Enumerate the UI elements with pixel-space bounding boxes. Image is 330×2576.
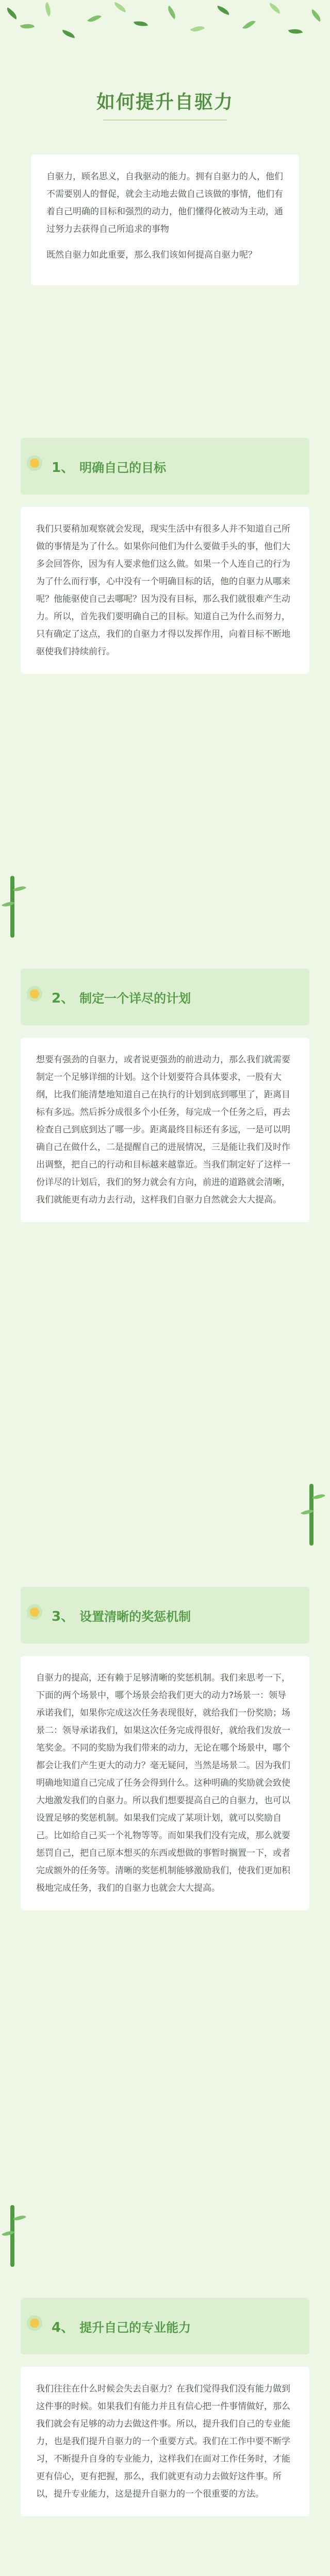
leaf-icon <box>87 12 102 25</box>
section-number: 4、 <box>52 2319 75 2335</box>
leaf-icon <box>165 6 179 20</box>
section-2 <box>21 969 309 1222</box>
leaf-icon <box>309 9 323 22</box>
flower-icon <box>30 459 39 468</box>
leaf-icon <box>216 6 230 15</box>
leaf-icon <box>242 18 256 32</box>
plant-stem-icon <box>10 2205 14 2267</box>
leaf-icon <box>5 7 20 19</box>
intro-paragraph: 自驱力，顾名思义，自我驱动的能力。拥有自驱力的人，他们不需要别人的督促，就会主动地去做自己该做的事情，他们有着自己明确的目标和强烈的动力，他们懂得化被动为主动，通过努力去获得自己所追求的事物 <box>46 172 283 234</box>
leaf-icon <box>61 30 76 38</box>
leaf-icon <box>268 3 283 14</box>
section-header <box>21 2298 309 2354</box>
section-body: 想要有强劲的自驱力，或者说更强劲的前进动力，那么我们就需要制定一个足够详细的计划。这个计划要符合具体要求，一股有大纲，比我们能清楚地知道自己在执行的计划到底到哪里了，距离目标有多远。然后拆分成很多个小任务，每完成一个任务之后，再去检查自己到底到达了哪一步。距离最终目标还有多远，一是可以明确自己在做什么，二是提醒自己的进展情况，三是能让我们及时作出调整，把自己的行动和目标越来越靠近。当我们制定好了这样一份详尽的计划后，我们的努力就会有方向，前进的道路就会清晰，我们就能更有动力去行动，这样我们自驱力自然就会大大提高。 <box>21 1038 309 1222</box>
leaf-icon <box>13 884 26 894</box>
leaf-icon <box>13 2213 26 2224</box>
section-body: 自驱力的提高，还有赖于足够清晰的奖惩机制。我们来思考一下，下面的两个场景中，哪个场景会给我们更大的动力?场景一：领导承诺我们，如果你完成这次任务表现很好，就给我们一份奖励；场景二：领导承诺我们，如果这次任务完成得很好，就给我们发放一笔奖金。不同的奖励为我们带来的动力，无论在哪个场景中，哪个都会让我们产生更大的动力？毫无疑问，当然是场景二。因为我们明确地知道自己完成了任务会得到什么。这种明确的奖励就会致使大地激发我们的自驱力。所以我们想要提高自己的自驱力，也可以设置足够的奖惩机制。如果我们完成了某项计划，就可以奖励自己。比如给自己买一个礼物等等。而如果我们没有完成，那么就要惩罚自己，把自己原本想买的东西或想做的事暂时搁置一下，或者完成额外的任务等。清晰的奖惩机制能够激励我们，使我们更加积极地完成任务，我们的自驱力也就会大大提高。 <box>21 1656 309 1910</box>
leaf-icon <box>190 23 205 35</box>
leaf-icon <box>288 27 303 36</box>
flower-icon <box>30 1607 39 1617</box>
intro-paragraph: 既然自驱力如此重要，那么我们该如何提高自驱力呢？ <box>46 250 257 260</box>
section-number: 2、 <box>52 990 75 1006</box>
leaf-banner <box>0 0 330 77</box>
section-1 <box>21 438 309 674</box>
intro-card <box>31 155 299 285</box>
flower-icon <box>30 989 39 998</box>
section-number: 1、 <box>52 460 75 476</box>
plant-stem-icon <box>309 1484 314 1546</box>
flower-icon <box>30 2318 39 2328</box>
section-3 <box>21 1587 309 1910</box>
section-header <box>21 969 309 1025</box>
section-title: 制定一个详尽的计划 <box>79 991 191 1006</box>
section-4 <box>21 2298 309 2516</box>
leaf-icon <box>20 21 35 31</box>
section-title: 明确自己的目标 <box>79 460 167 475</box>
section-body: 我们只要稍加观察就会发现，现实生活中有很多人并不知道自己所做的事情是为了什么。如果你问他们为什么要做手头的事，他们大多会回答你，因为有人要求他们这么做。如果一个人连自己的行为为了什么而行事，心中没有一个明确目标的话，他的自驱力从哪来呢？他能驱使自己去哪呢？因为没有目标，那么我们就很难产生动力。所以，首先我们要明确自己的目标。知道自己为什么而努力，只有确定了这点，我们的自驱力才得以发挥作用，向着目标不断地驱使我们持续前行。 <box>21 507 309 674</box>
leaf-icon <box>312 1492 325 1502</box>
page-title: 如何提升自驱力 <box>96 92 234 113</box>
title-divider <box>103 120 227 121</box>
section-header <box>21 438 309 495</box>
section-title: 设置清晰的奖惩机制 <box>79 1609 191 1624</box>
section-header <box>21 1587 309 1643</box>
section-body: 我们往往在什么时候会失去自驱力？在我们觉得我们没有能力做到这件事的时候。如果我们有能力并且有信心把一件事情做好，那么我们就会有足够的动力去做这件事。所以，提升我们自己的专业能力，也是我们提升自驱力的一个重要方式。我们在工作中要不断学习，不断提升自身的专业能力，这样我们在面对工作任务时，才能更有信心，更有把握，那么，我们就更有动力去做好这件事。所以，提升专业能力，这是提升自驱力的一个很重要的方法。 <box>21 2367 309 2516</box>
leaf-icon <box>113 2 128 12</box>
plant-stem-icon <box>10 876 14 938</box>
leaf-icon <box>42 2 54 17</box>
section-title: 提升自己的专业能力 <box>79 2320 191 2335</box>
leaf-icon <box>134 20 148 28</box>
section-number: 3、 <box>52 1608 75 1624</box>
